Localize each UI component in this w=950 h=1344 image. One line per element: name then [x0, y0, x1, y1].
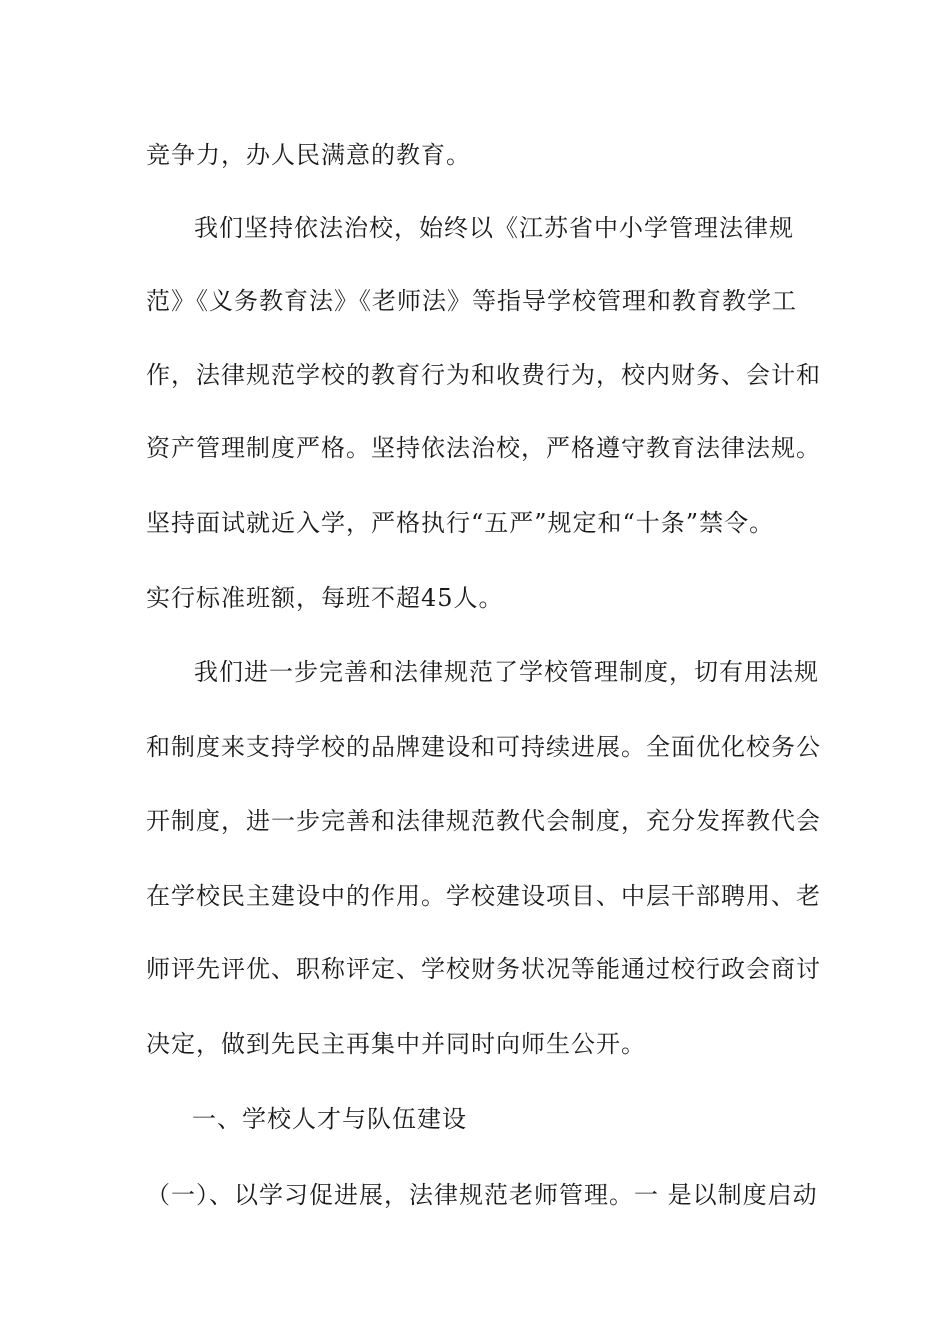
- paragraph-line: 我们坚持依法治校，始终以《江苏省中小学管理法律规: [194, 214, 794, 242]
- section-heading: 一、学校人才与队伍建设: [192, 1105, 467, 1133]
- paragraph-line: 和制度来支持学校的品牌建设和可持续进展。全面优化校务公: [146, 733, 821, 761]
- paragraph-line: 坚持面试就近入学，严格执行“五严”规定和“十条”禁令。: [146, 509, 775, 537]
- paragraph-line: 我们进一步完善和法律规范了学校管理制度，切有用法规: [194, 658, 819, 686]
- paragraph-line: 资产管理制度严格。坚持依法治校，严格遵守教育法律法规。: [146, 434, 821, 462]
- paragraph-line: 竞争力，办人民满意的教育。: [146, 141, 471, 169]
- subsection-line: （一）、以学习促进展，法律规范老师管理。一 是以制度启动: [146, 1181, 818, 1209]
- paragraph-line: 在学校民主建设中的作用。学校建设项目、中层干部聘用、老: [146, 882, 821, 910]
- paragraph-line: 实行标准班额，每班不超45人。: [146, 584, 504, 612]
- paragraph-line: 开制度，进一步完善和法律规范教代会制度，充分发挥教代会: [146, 807, 821, 835]
- paragraph-line: 决定，做到先民主再集中并同时向师生公开。: [146, 1030, 646, 1058]
- paragraph-line: 范》《义务教育法》《老师法》等指导学校管理和教育教学工: [146, 287, 797, 315]
- paragraph-line: 作，法律规范学校的教育行为和收费行为，校内财务、会计和: [146, 361, 821, 389]
- paragraph-line: 师评先评优、职称评定、学校财务状况等能通过校行政会商讨: [146, 955, 821, 983]
